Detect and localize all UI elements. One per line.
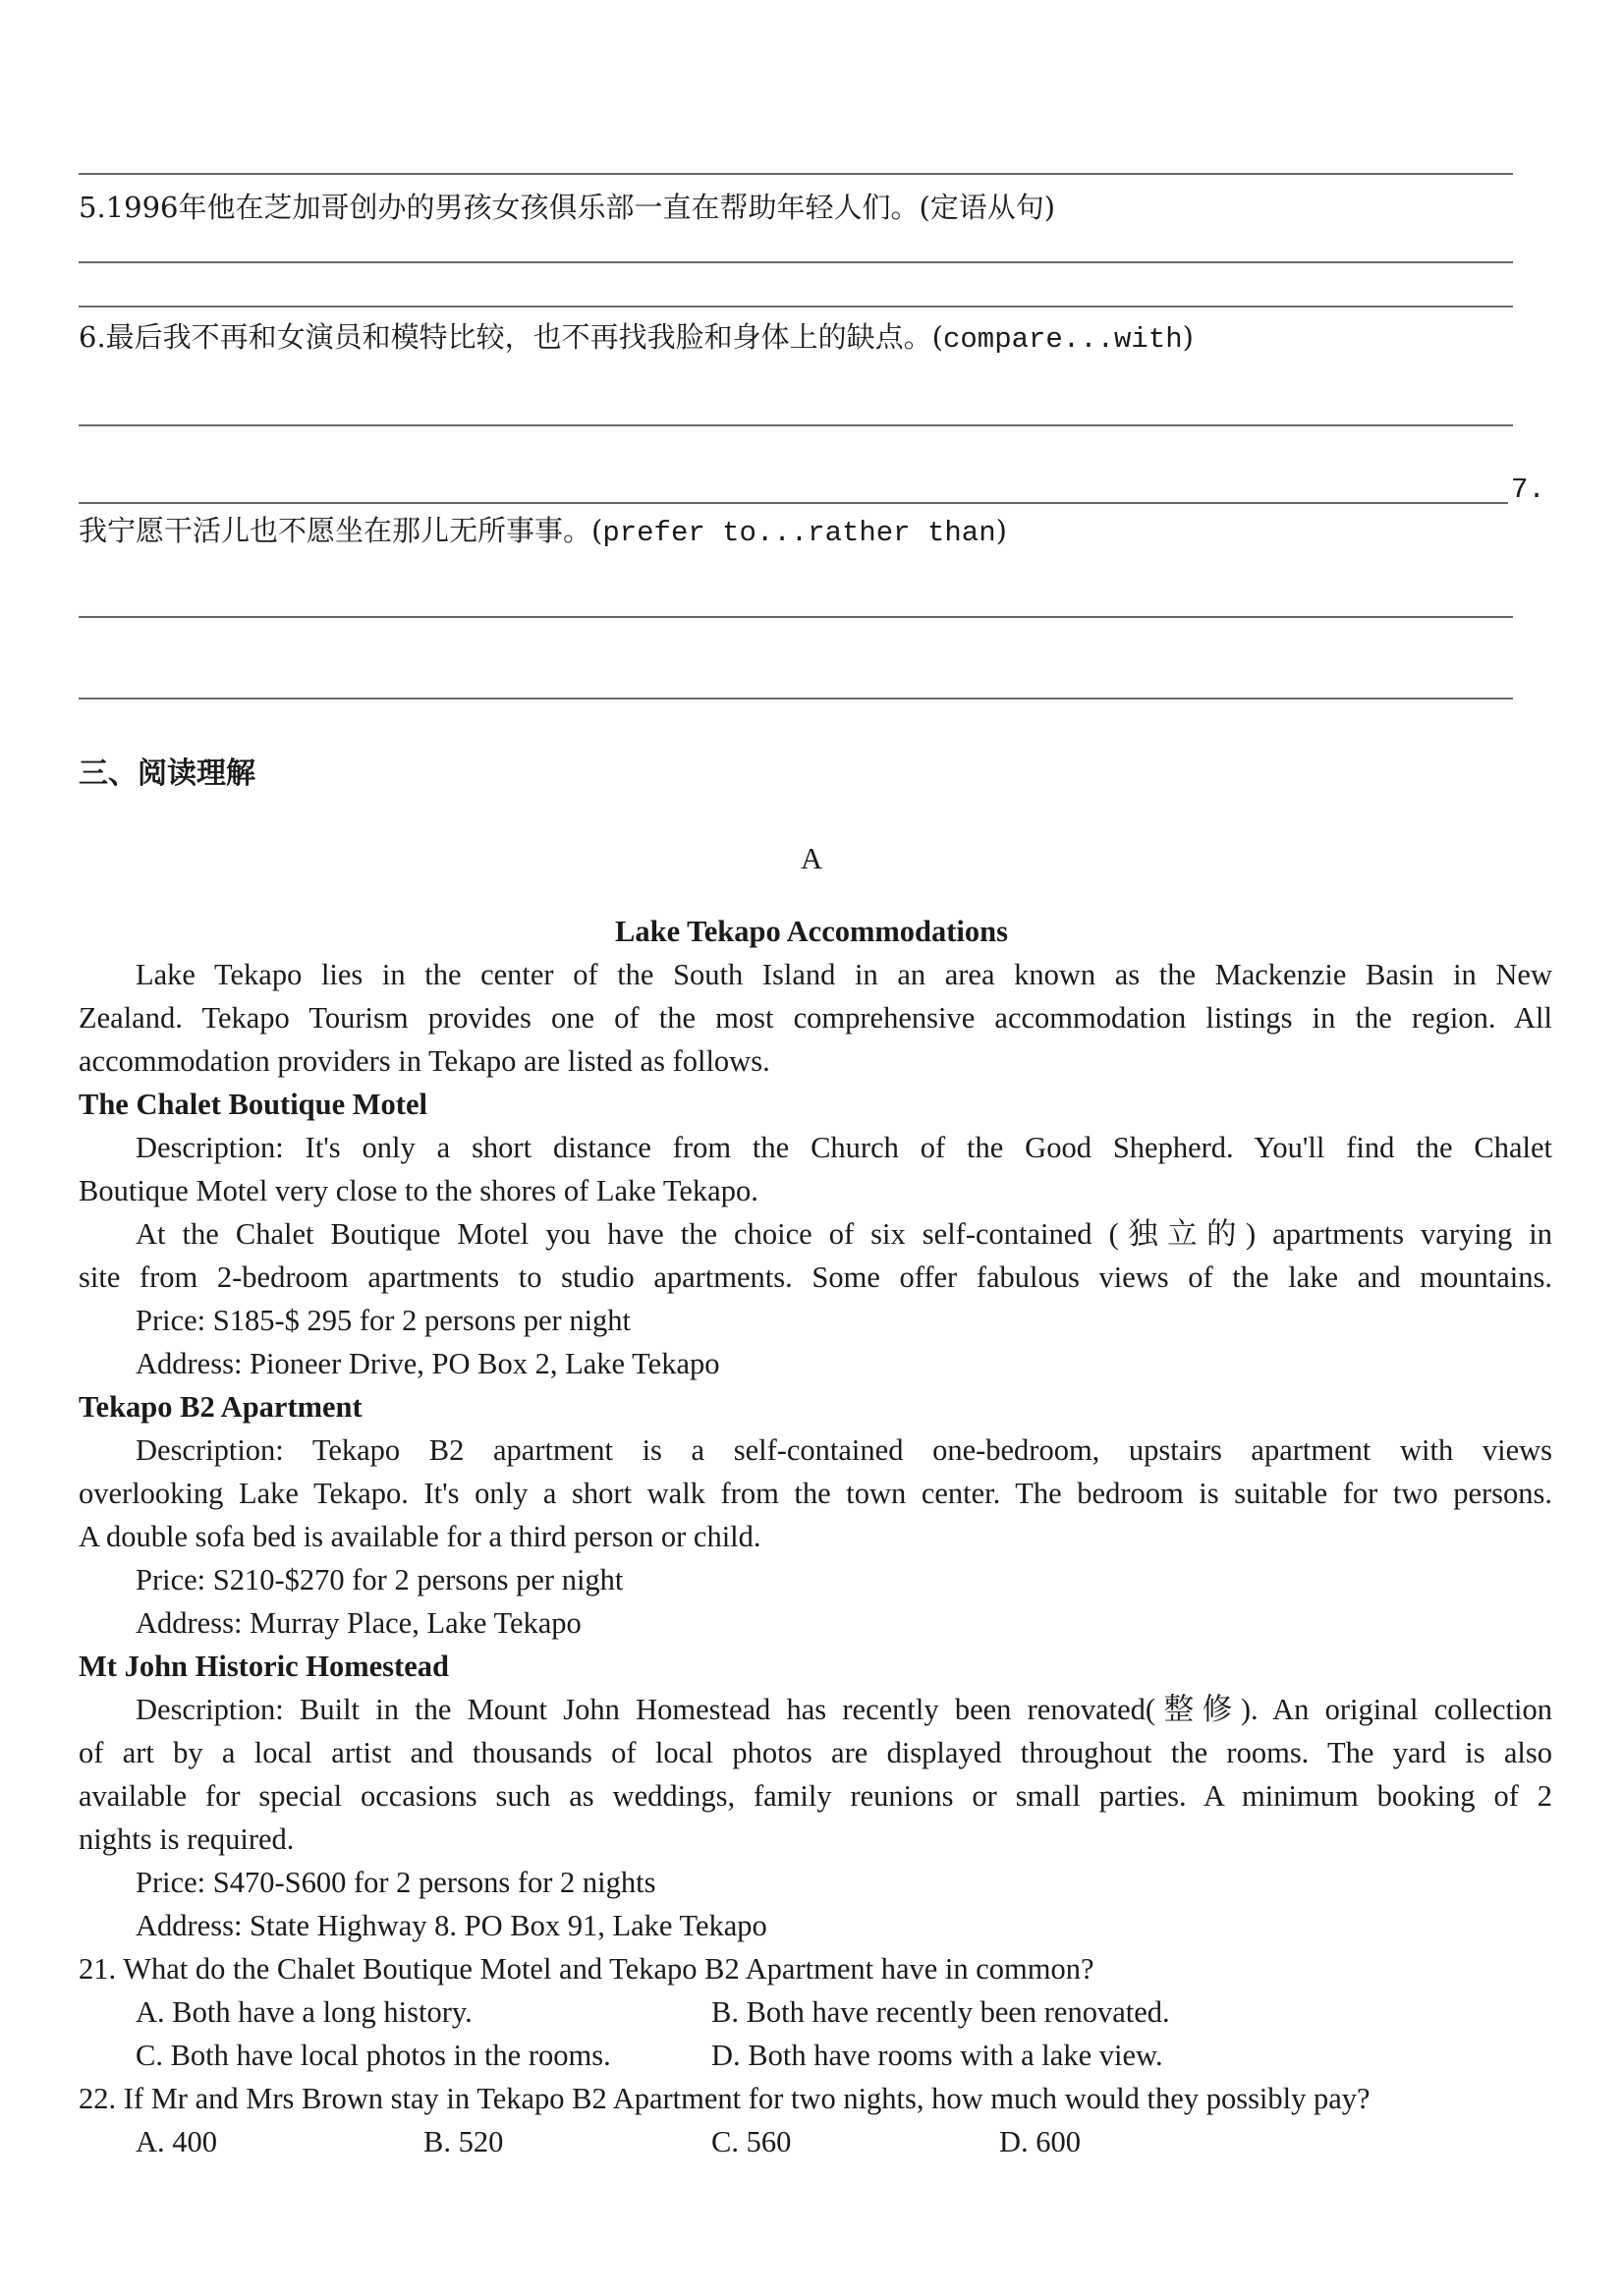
listing-price: Price: S210-$270 for 2 persons per night: [136, 1563, 624, 1596]
intro-line: Zealand. Tekapo Tourism provides one of the most comprehensive accommodation listings in the region. All: [79, 1001, 1552, 1035]
question-7: [79, 512, 1007, 552]
listing-description: Description: Tekapo B2 apartment is a self-contained one-bedroom, upstairs apartment with views: [136, 1433, 1552, 1467]
question-6-hint: compare...with: [942, 323, 1183, 356]
answer-line: [79, 424, 1513, 426]
answer-option: D. 600: [999, 2125, 1082, 2158]
listing-description: overlooking Lake Tekapo. It's only a short walk from the town center. The bedroom is suitable for two persons.: [79, 1477, 1552, 1510]
intro-line: Lake Tekapo lies in the center of the South Island in an area known as the Mackenzie Basin in New: [136, 958, 1552, 991]
answer-line: [79, 306, 1513, 308]
answer-option: C. 560: [711, 2125, 792, 2158]
listing-name: Tekapo B2 Apartment: [79, 1390, 363, 1424]
question-5: 5.1996年他在芝加哥创办的男孩女孩俱乐部一直在帮助年轻人们。(定语从句): [79, 191, 1056, 224]
answer-line: [79, 502, 1508, 504]
listing-name: The Chalet Boutique Motel: [79, 1088, 427, 1121]
intro-line: accommodation providers in Tekapo are listed as follows.: [79, 1044, 770, 1078]
section-title: 三、阅读理解: [79, 756, 255, 791]
answer-option: A. Both have a long history.: [136, 1995, 473, 2029]
question-6-close: ): [1182, 320, 1194, 354]
question-stem: 21. What do the Chalet Boutique Motel and Tekapo B2 Apartment have in common?: [79, 1952, 1094, 1986]
listing-description: of art by a local artist and thousands of local photos are displayed throughout the rooms. The yard is also: [79, 1736, 1552, 1769]
listing-price: Price: S470-S600 for 2 persons for 2 nights: [136, 1866, 656, 1899]
answer-line: [79, 616, 1513, 618]
listing-description: A double sofa bed is available for a third person or child.: [79, 1520, 761, 1553]
passage-label: A: [800, 842, 823, 875]
listing-address: Address: Pioneer Drive, PO Box 2, Lake Tekapo: [136, 1347, 720, 1380]
question-7-number: 7.: [1511, 474, 1545, 506]
question-stem: 22. If Mr and Mrs Brown stay in Tekapo B2 Apartment for two nights, how much would they possibly pay?: [79, 2082, 1371, 2115]
listing-description: Boutique Motel very close to the shores of Lake Tekapo.: [79, 1174, 758, 1207]
listing-description: Description: Built in the Mount John Homestead has recently been renovated(整修). An original collection: [136, 1693, 1552, 1726]
question-6: [79, 318, 1194, 359]
listing-description: available for special occasions such as weddings, family reunions or small parties. A minimum booking of 2: [79, 1779, 1552, 1813]
question-7-hint: prefer to...rather than: [602, 517, 996, 549]
listing-address: Address: State Highway 8. PO Box 91, Lake Tekapo: [136, 1909, 767, 1942]
listing-description: nights is required.: [79, 1822, 295, 1856]
answer-line: [79, 173, 1513, 175]
listing-name: Mt John Historic Homestead: [79, 1650, 449, 1683]
question-7-close: ): [995, 514, 1007, 547]
question-7-text: 我宁愿干活儿也不愿坐在那儿无所事事。(: [79, 514, 603, 547]
answer-option: D. Both have rooms with a lake view.: [711, 2039, 1163, 2072]
passage-title: Lake Tekapo Accommodations: [615, 915, 1008, 948]
listing-description: Description: It's only a short distance from the Church of the Good Shepherd. You'll find the Chalet: [136, 1131, 1552, 1164]
listing-description: site from 2-bedroom apartments to studio apartments. Some offer fabulous views of the lake and mountains.: [79, 1260, 1552, 1294]
listing-address: Address: Murray Place, Lake Tekapo: [136, 1606, 582, 1640]
answer-option: A. 400: [136, 2125, 218, 2158]
answer-option: B. 520: [423, 2125, 504, 2158]
answer-line: [79, 261, 1513, 263]
answer-option: B. Both have recently been renovated.: [711, 1995, 1170, 2029]
answer-option: C. Both have local photos in the rooms.: [136, 2039, 611, 2072]
answer-line: [79, 698, 1513, 700]
question-6-text: 6.最后我不再和女演员和模特比较，也不再找我脸和身体上的缺点。(: [79, 320, 943, 354]
listing-price: Price: S185-$ 295 for 2 persons per night: [136, 1304, 632, 1337]
listing-description: At the Chalet Boutique Motel you have the choice of six self-contained (独立的) apartments varying in: [136, 1217, 1552, 1251]
